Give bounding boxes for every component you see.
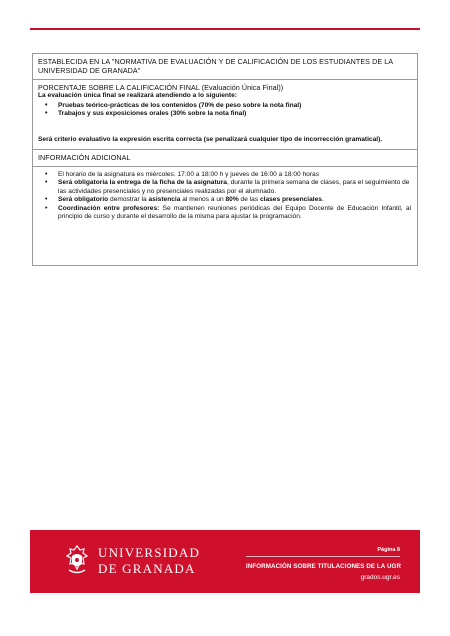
top-red-rule: [30, 28, 420, 30]
list-item: • Pruebas teórico-prácticas de los contenidos (70% de peso sobre la nota final): [38, 102, 411, 110]
info-titulaciones-label: INFORMACIÓN SOBRE TITULACIONES DE LA UGR: [246, 563, 402, 570]
porcentaje-intro: La evaluación única final se realizará atendiendo a lo siguiente:: [38, 92, 237, 99]
porcentaje-list: [38, 102, 411, 119]
info-heading: INFORMACIÓN ADICIONAL: [38, 153, 131, 162]
university-crest-icon: [64, 544, 90, 578]
section-info-body: [33, 167, 417, 265]
info-list: [38, 171, 411, 221]
page-number: Página 8: [377, 547, 400, 553]
grados-site-link[interactable]: grados.ugr.es: [360, 574, 400, 581]
section-info-header: [33, 150, 417, 167]
list-item: • Trabajos y sus exposiciones orales (30% sobre la nota final): [38, 110, 411, 118]
evaluation-table: [32, 53, 418, 266]
university-name-line1: UNIVERSIDAD: [98, 545, 201, 560]
criterio-text: Será criterio evaluativo la expresión escrita correcta (se penalizará cualquier tipo de incorrección gramatical).: [38, 136, 383, 144]
footer-divider: [246, 556, 400, 557]
list-item: • Coordinación entre profesores: Se mantienen reuniones periódicas del Equipo Docente de Educación Infantil, al principio de curso y durante el desarrollo de la misma para ajustar la programación.: [38, 205, 411, 222]
footer-banner: [30, 530, 420, 593]
section-porcentaje: [33, 80, 417, 150]
list-item: • Será obligatorio demostrar la asistencia al menos a un 80% de las clases presenciales.: [38, 196, 411, 204]
normativa-link[interactable]: NORMATIVA DE EVALUACIÓN Y DE CALIFICACIÓN DE LOS ESTUDIANTES DE LA UNIVERSIDAD DE GRANADA: [38, 57, 393, 75]
porcentaje-heading: PORCENTAJE SOBRE LA CALIFICACIÓN FINAL (Evaluación Única Final)): [38, 83, 284, 92]
list-item: • Será obligatoria la entrega de la ficha de la asignatura, durante la primera semana de clases, para el seguimiento de las actividades presenciales y no presenciales realizadas por el alumnado.: [38, 179, 411, 196]
list-item: • El horario de la asignatura es miércoles: 17:00 a 18:00 h y jueves de 16:00 a 18:00 horas: [38, 171, 411, 179]
section-normativa: [33, 54, 417, 80]
normativa-heading: ESTABLECIDA EN LA "NORMATIVA DE EVALUACIÓN Y DE CALIFICACIÓN DE LOS ESTUDIANTES DE LA UNIVERSIDAD DE GRANADA": [38, 57, 393, 75]
university-name-line2: DE GRANADA: [98, 561, 196, 576]
